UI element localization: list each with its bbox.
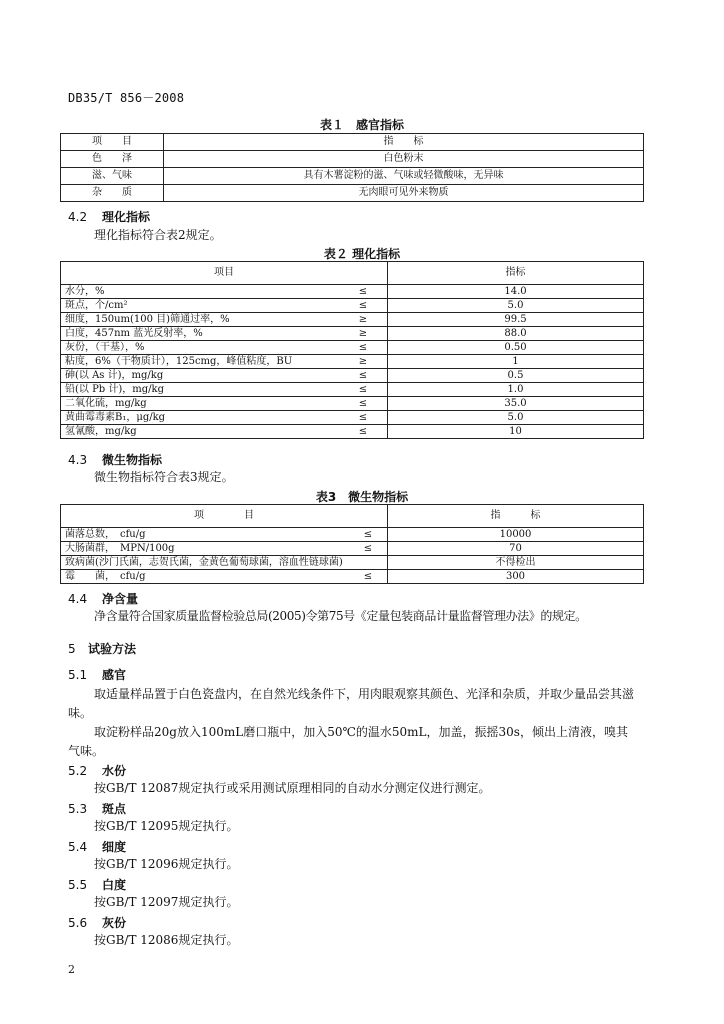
table-cell-operator: ≤ — [339, 411, 388, 425]
section-5-1-text-2: 取淀粉样品20g放入100mL磨口瓶中，加入50℃的温水50mL，加盖，振摇30s，倾出上清液，嗅其气味。 — [68, 725, 628, 758]
section-number: 5.6 — [68, 916, 88, 930]
section-5-3-text: 按GB/T 12095规定执行。 — [94, 819, 239, 833]
section-title: 试验方法 — [88, 642, 137, 656]
section-4-2-heading — [68, 208, 150, 225]
section-title: 灰份 — [102, 916, 127, 930]
table-cell-value: 14.0 — [388, 285, 644, 299]
section-5-heading — [68, 640, 136, 657]
table-header-item: 项 目 — [61, 134, 164, 151]
table-cell-item: 粘度，6%（干物质计），125cmg，峰值粘度，BU — [61, 355, 340, 369]
table-cell-operator: ≤ — [339, 285, 388, 299]
table-header-item: 项 目 — [61, 505, 388, 528]
table-header-row — [61, 134, 644, 151]
table-cell-value: 10 — [388, 425, 644, 439]
section-number: 5.2 — [68, 764, 88, 778]
table-cell-operator: ≤ — [349, 570, 388, 584]
table-cell-item: 杂 质 — [61, 185, 164, 202]
table-cell-value: 1.0 — [388, 383, 644, 397]
table-cell-operator: ≥ — [339, 327, 388, 341]
table-cell-value: 具有木薯淀粉的滋、气味或轻微酸味，无异味 — [164, 168, 644, 185]
table-cell-value: 5.0 — [388, 411, 644, 425]
section-title: 感官 — [102, 668, 127, 682]
table-cell-item: 氢氰酸，mg/kg — [61, 425, 340, 439]
section-5-2-text: 按GB/T 12087规定执行或采用测试原理相同的自动水分测定仪进行测定。 — [94, 781, 491, 795]
table-cell-value: 35.0 — [388, 397, 644, 411]
section-5-1-text-1: 取适量样品置于白色瓷盘内，在自然光线条件下，用肉眼观察其颜色、光泽和杂质，并取少量品尝其滋味。 — [68, 687, 635, 720]
section-title: 净含量 — [102, 592, 139, 606]
table-cell-operator — [349, 556, 388, 570]
table-cell-operator: ≤ — [339, 299, 388, 313]
table-cell-item: 白度，457nm 蓝光反射率，% — [61, 327, 340, 341]
standard-code: DB35/T 856－2008 — [68, 91, 185, 105]
section-5-5-heading — [68, 876, 126, 893]
table-cell-item: 斑点，个/cm² — [61, 299, 340, 313]
table-cell-value: 无肉眼可见外来物质 — [164, 185, 644, 202]
section-number: 5 — [68, 642, 76, 656]
table-row — [61, 528, 644, 542]
table-row — [61, 411, 644, 425]
table1-caption: 表１ 感官指标 — [319, 118, 404, 132]
table-header-index: 指 标 — [164, 134, 644, 151]
section-title: 白度 — [102, 878, 127, 892]
table-cell-item: 水分，% — [61, 285, 340, 299]
section-4-3-text: 微生物指标符合表3规定。 — [94, 470, 234, 484]
table1-sensory — [60, 133, 644, 202]
section-title: 水份 — [102, 764, 127, 778]
table-cell-value: 0.50 — [388, 341, 644, 355]
table-cell-item: 滋、气味 — [61, 168, 164, 185]
table-cell-item: 霉 菌， cfu/g — [61, 570, 350, 584]
table-row — [61, 168, 644, 185]
section-number: 5.4 — [68, 840, 88, 854]
section-number: 4.2 — [68, 210, 88, 224]
table-cell-value: 0.5 — [388, 369, 644, 383]
section-number: 5.1 — [68, 668, 88, 682]
table-header-index: 指标 — [388, 262, 644, 285]
table-cell-value: 白色粉末 — [164, 151, 644, 168]
page-number: 2 — [68, 963, 75, 976]
table3-microbial — [60, 504, 644, 584]
section-number: 5.5 — [68, 878, 88, 892]
section-title: 斑点 — [102, 802, 127, 816]
table-cell-operator: ≤ — [339, 425, 388, 439]
section-title: 细度 — [102, 840, 127, 854]
table-row — [61, 185, 644, 202]
table-header-row — [61, 505, 644, 528]
table-cell-value: 300 — [388, 570, 644, 584]
table-row — [61, 369, 644, 383]
table-cell-item: 砷(以 As 计)，mg/kg — [61, 369, 340, 383]
table-cell-item: 二氧化硫，mg/kg — [61, 397, 340, 411]
section-5-3-heading — [68, 800, 126, 817]
table-cell-value: 不得检出 — [388, 556, 644, 570]
table-cell-value: 1 — [388, 355, 644, 369]
table2-physicochemical — [60, 261, 644, 439]
table-row — [61, 285, 644, 299]
section-4-3-heading — [68, 451, 162, 468]
table-row — [61, 397, 644, 411]
table-cell-value: 70 — [388, 542, 644, 556]
section-5-6-heading — [68, 914, 126, 931]
table-row — [61, 313, 644, 327]
table-row — [61, 556, 644, 570]
table-cell-value: 5.0 — [388, 299, 644, 313]
table-cell-value: 10000 — [388, 528, 644, 542]
section-title: 理化指标 — [102, 210, 151, 224]
table-cell-operator: ≤ — [339, 383, 388, 397]
table-header-row — [61, 262, 644, 285]
table-cell-item: 致病菌(沙门氏菌，志贺氏菌，金黄色葡萄球菌，溶血性链球菌) — [61, 556, 350, 570]
table-cell-item: 菌落总数， cfu/g — [61, 528, 350, 542]
table-cell-operator: ≤ — [339, 369, 388, 383]
table-cell-operator: ≤ — [339, 397, 388, 411]
table-cell-operator: ≤ — [349, 528, 388, 542]
table-row — [61, 327, 644, 341]
section-5-5-text: 按GB/T 12097规定执行。 — [94, 895, 239, 909]
table-row — [61, 341, 644, 355]
table-row — [61, 425, 644, 439]
table-cell-item: 黄曲霉毒素B₁，μg/kg — [61, 411, 340, 425]
table-cell-item: 灰份，（干基），% — [61, 341, 340, 355]
section-5-4-text: 按GB/T 12096规定执行。 — [94, 857, 239, 871]
table-cell-operator: ≤ — [349, 542, 388, 556]
section-5-6-text: 按GB/T 12086规定执行。 — [94, 933, 239, 947]
table-row — [61, 151, 644, 168]
table-row — [61, 383, 644, 397]
table-cell-operator: ≥ — [339, 313, 388, 327]
table-row — [61, 570, 644, 584]
table-cell-operator: ≥ — [339, 355, 388, 369]
section-5-4-heading — [68, 838, 126, 855]
section-4-4-heading — [68, 590, 138, 607]
table-cell-operator: ≤ — [339, 341, 388, 355]
table-header-item: 项目 — [61, 262, 388, 285]
table-cell-value: 88.0 — [388, 327, 644, 341]
section-5-1-heading — [68, 666, 126, 683]
table-cell-item: 色 泽 — [61, 151, 164, 168]
table3-caption: 表3 微生物指标 — [315, 490, 409, 504]
table2-caption: 表２ 理化指标 — [323, 247, 401, 261]
table-row — [61, 542, 644, 556]
table-header-index: 指 标 — [388, 505, 644, 528]
section-4-2-text: 理化指标符合表2规定。 — [94, 228, 222, 242]
section-4-4-text: 净含量符合国家质量监督检验总局(2005)令第75号《定量包装商品计量监督管理办法》的规定。 — [94, 609, 587, 623]
section-number: 4.3 — [68, 453, 88, 467]
table-cell-item: 铅(以 Pb 计)，mg/kg — [61, 383, 340, 397]
section-number: 4.4 — [68, 592, 88, 606]
table-cell-item: 大肠菌群， MPN/100g — [61, 542, 350, 556]
table-cell-value: 99.5 — [388, 313, 644, 327]
section-title: 微生物指标 — [102, 453, 163, 467]
table-row — [61, 355, 644, 369]
table-row — [61, 299, 644, 313]
section-number: 5.3 — [68, 802, 88, 816]
table-cell-item: 细度，150um(100 目)筛通过率，% — [61, 313, 340, 327]
section-5-2-heading — [68, 762, 126, 779]
